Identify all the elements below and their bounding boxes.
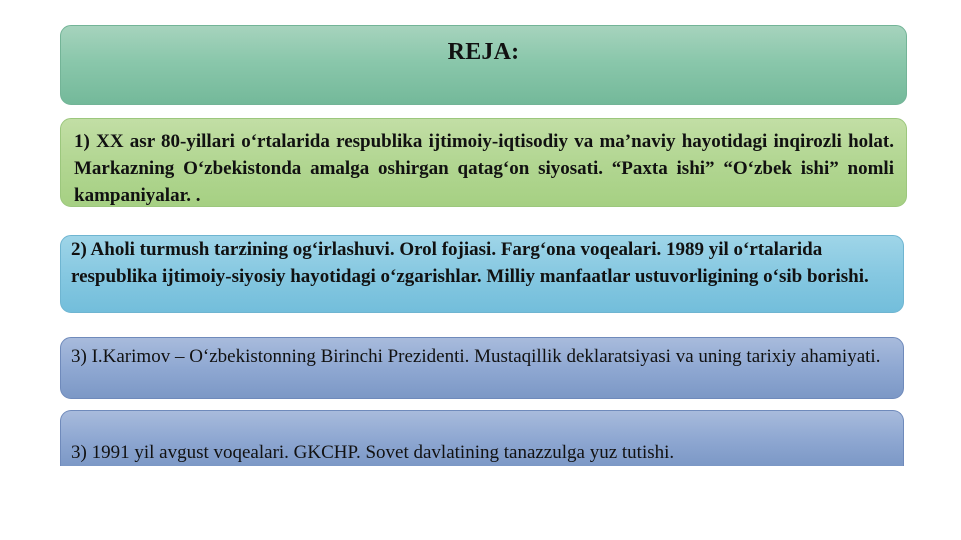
plan-item-2-text: 2) Aholi turmush tarzining og‘irlashuvi. Orol fojiasi. Farg‘ona voqealari. 1989 yil o‘rtalarida respublika ijtimoiy-siyosiy hayotidagi o‘zgarishlar. Milliy manfaatlar ustuvorligining o‘sib borishi. [71, 239, 869, 287]
plan-item-1-text: 1) XX asr 80-yillari o‘rtalarida respublika ijtimoiy-iqtisodiy va ma’naviy hayotidagi inqirozli holat. Markazning O‘zbekistonda amalga oshirgan qatag‘on siyosati. “Paxta ishi” “O‘zbek ishi” nomli kampaniyalar. . [74, 131, 894, 206]
plan-item-2 [60, 235, 904, 313]
plan-item-3 [60, 337, 904, 399]
plan-item-4-text: 3) 1991 yil avgust voqealari. GKCHP. Sovet davlatining tanazzulga yuz tutishi. [71, 442, 675, 463]
plan-item-3-text: 3) I.Karimov – O‘zbekistonning Birinchi Prezidenti. Mustaqillik deklaratsiyasi va uning tarixiy ahamiyati. [71, 346, 881, 367]
plan-item-4 [60, 410, 904, 466]
title-box [60, 25, 907, 105]
slide-title: REJA: [447, 39, 520, 65]
plan-item-1 [60, 118, 907, 207]
